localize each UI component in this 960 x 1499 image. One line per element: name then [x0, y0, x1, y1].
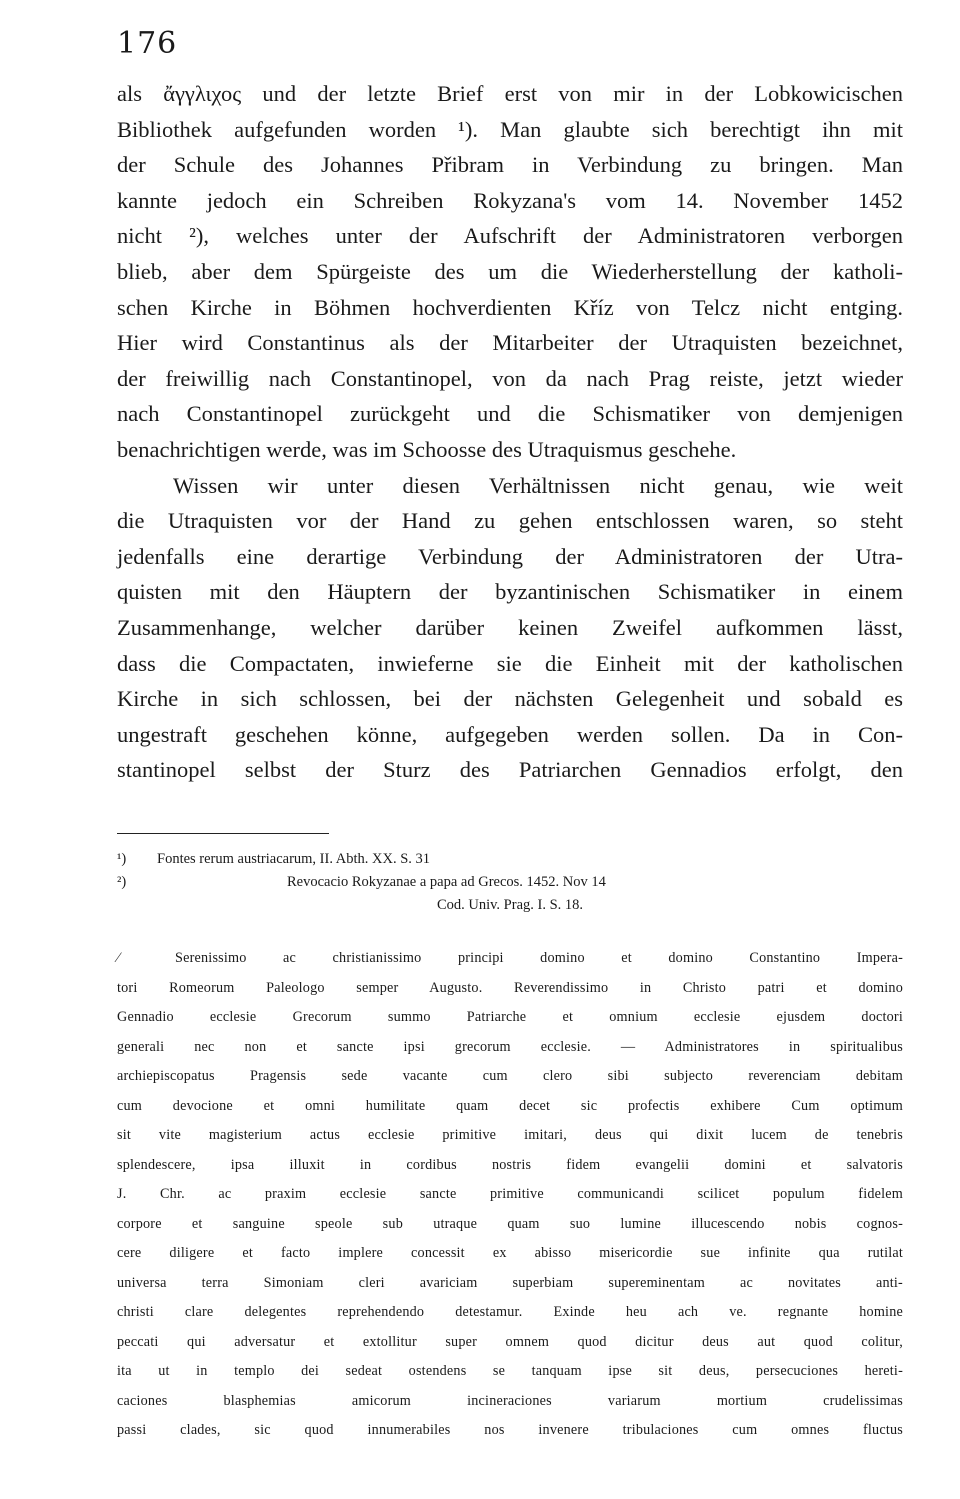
page-number: 176: [117, 26, 178, 61]
quote-mark: ⁄: [117, 950, 120, 966]
text-line: schen Kirche in Böhmen hochverdienten Kříz von Telcz nicht entging.: [117, 294, 903, 320]
text-line: Zusammenhange, welcher darüber keinen Zweifel aufkommen lässt,: [117, 614, 903, 640]
footnote-1: [117, 848, 903, 871]
text-line: die Utraquisten vor der Hand zu gehen entschlossen waren, so steht: [117, 508, 903, 534]
latin-line: [117, 944, 903, 974]
text-line: stantinopel selbst der Sturz des Patriarchen Gennadios erfolgt, den: [117, 757, 903, 783]
text-line: als ἄγγλιχος und der letzte Brief erst von mir in der Lobkowicischen: [117, 81, 903, 106]
latin-line: J. Chr. ac praxim ecclesie sancte primitive communicandi scilicet populum fidelem: [117, 1186, 903, 1202]
latin-line: christi clare delegentes reprehendendo detestamur. Exinde heu ach ve. regnante homine: [117, 1304, 903, 1320]
latin-line: caciones blasphemias amicorum incineraciones variarum mortium crudelissimas: [117, 1392, 903, 1409]
latin-line: cum devocione et omni humilitate quam decet sic profectis exhibere Cum optimum: [117, 1097, 903, 1114]
latin-line: sit vite magisterium actus ecclesie primitive imitari, deus qui dixit lucem de tenebris: [117, 1127, 903, 1143]
footnotes: [117, 848, 903, 917]
latin-line: archiepiscopatus Pragensis sede vacante cum clero sibi subjecto reverenciam debitam: [117, 1068, 903, 1084]
latin-line-text: Serenissimo ac christianissimo principi domino et domino Constantino Impera-: [175, 950, 903, 966]
footnote-1-marker: ¹): [117, 851, 127, 867]
text-line: der freiwillig nach Constantinopel, von da nach Prag reiste, jetzt wieder: [117, 365, 903, 391]
latin-line: peccati qui adversatur et extollitur super omnem quod dicitur deus aut quod colitur,: [117, 1333, 903, 1350]
text-line: Hier wird Constantinus als der Mitarbeiter der Utraquisten bezeichnet,: [117, 330, 903, 356]
paragraph-start-line: Wissen wir unter diesen Verhältnissen nicht genau, wie weit: [173, 472, 903, 498]
text-line: quisten mit den Häuptern der byzantinischen Schismatiker in einem: [117, 579, 903, 605]
footnote-2: [117, 871, 903, 894]
body-text: [117, 76, 903, 788]
latin-line: generali nec non et sancte ipsi grecorum ecclesie. — Administratores in spiritualibus: [117, 1038, 903, 1055]
text-line: ungestraft geschehen könne, aufgegeben werden sollen. Da in Con-: [117, 721, 903, 747]
text-line: jedenfalls eine derartige Verbindung der Administratoren der Utra-: [117, 543, 903, 569]
text-line: nach Constantinopel zurückgeht und die Schismatiker von demjenigen: [117, 401, 903, 427]
footnote-2-marker: ²): [117, 874, 127, 890]
text-line: benachrichtigen werde, was im Schoosse des Utraquismus geschehe.: [117, 436, 737, 462]
latin-line: Gennadio ecclesie Grecorum summo Patriarche et omnium ecclesie ejusdem doctori: [117, 1009, 903, 1025]
footnote-2-title: Revocacio Rokyzanae a papa ad Grecos. 1452. Nov 14: [287, 874, 606, 890]
latin-line: tori Romeorum Paleologo semper Augusto. Reverendissimo in Christo patri et domino: [117, 979, 903, 996]
footnote-2-source: Cod. Univ. Prag. I. S. 18.: [436, 897, 584, 913]
latin-line: corpore et sanguine speole sub utraque quam suo lumine illucescendo nobis cognos-: [117, 1215, 903, 1232]
footnote-1-text: Fontes rerum austriacarum, II. Abth. XX. S. 31: [157, 851, 431, 867]
latin-line: passi clades, sic quod innumerabiles nos invenere tribulaciones cum omnes fluctus: [117, 1422, 903, 1438]
latin-line: splendescere, ipsa illuxit in cordibus nostris fidem evangelii domini et salvatoris: [117, 1156, 903, 1173]
latin-quotation: [117, 944, 903, 1446]
latin-line: universa terra Simoniam cleri avariciam superbiam supereminentam ac novitates anti-: [117, 1274, 903, 1291]
latin-line: ita ut in templo dei sedeat ostendens se tanquam ipse sit deus, persecuciones hereti-: [117, 1363, 903, 1379]
latin-line: cere diligere et facto implere concessit ex abisso misericordie sue infinite qua rutilat: [117, 1245, 903, 1261]
text-line: dass die Compactaten, inwieferne sie die Einheit mit der katholischen: [117, 650, 903, 676]
text-line: blieb, aber dem Spürgeiste des um die Wiederherstellung der katholi-: [117, 258, 903, 284]
text-line: Bibliothek aufgefunden worden ¹). Man glaubte sich berechtigt ihn mit: [117, 116, 903, 142]
text-line: kannte jedoch ein Schreiben Rokyzana's vom 14. November 1452: [117, 187, 903, 213]
footnote-separator: [117, 833, 329, 834]
text-line: der Schule des Johannes Přibram in Verbindung zu bringen. Man: [117, 152, 903, 178]
text-line: nicht ²), welches unter der Aufschrift der Administratoren verborgen: [117, 223, 903, 249]
text-line: Kirche in sich schlossen, bei der nächsten Gelegenheit und sobald es: [117, 686, 903, 712]
